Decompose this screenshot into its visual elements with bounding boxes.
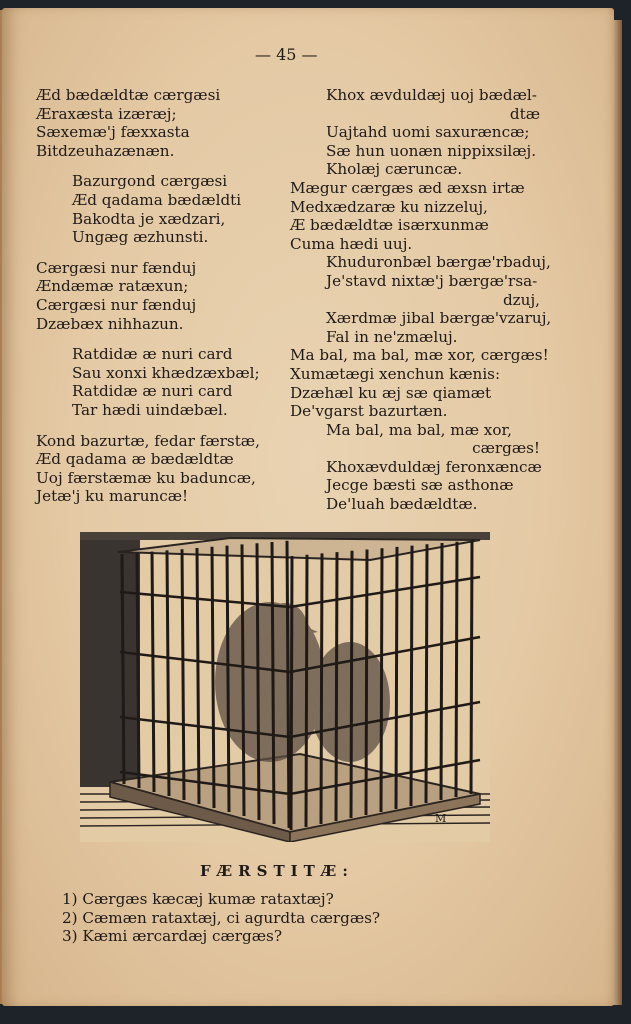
poem-line: Æd bædældtæ cærgæsi — [36, 86, 221, 104]
poem-line: Ungæg æzhunsti. — [72, 228, 209, 247]
poem-line: De'luah bædældtæ. — [326, 495, 478, 514]
poem-line: Æd qadama bædældti — [72, 190, 242, 209]
poem-line: Tar hædi uindæbæl. — [72, 400, 228, 419]
poem-left-column — [36, 86, 276, 506]
stanza-gap — [36, 160, 276, 172]
poem-line: Cuma hædi uuj. — [290, 234, 413, 253]
poem-line: Uoj færstæmæ ku baduncæ, — [36, 468, 256, 487]
poem-line: De'vgarst bazurtæn. — [290, 402, 448, 421]
poem-line: Dzæbæx nihhazun. — [36, 314, 184, 333]
svg-text:M: M — [435, 812, 447, 825]
poem-line: Sau xonxi khædzæxbæl; — [72, 363, 260, 382]
poem-line: Khoxævduldæj feronxæncæ — [326, 457, 542, 476]
poem-line: Xumætægi xenchun kænis: — [290, 364, 501, 383]
poem-line: Dzæhæl ku æj sæ qiamæt — [290, 383, 492, 402]
questions-list — [62, 890, 380, 946]
poem-line: Bakodta je xædzari, — [72, 209, 226, 228]
poem-line: Bazurgond cærgæsi — [72, 172, 228, 191]
poem-right-column — [290, 86, 552, 514]
poem-line: Mægur cærgæs æd æxsn irtæ — [290, 178, 525, 197]
poem-line: Bitdzeuhazænæn. — [36, 141, 175, 160]
caged-eagle-illustration — [80, 532, 490, 842]
poem-line: Jetæ'j ku maruncæ! — [36, 487, 189, 506]
question-item: 1) Cærgæs kæcæj kumæ rataxtæj? — [62, 890, 334, 908]
poem-line: Kholæj cæruncæ. — [326, 160, 463, 179]
poem-line: Cærgæsi nur fænduj — [36, 295, 197, 314]
stanza-gap — [36, 420, 276, 432]
poem-line: Ratdidæ æ nuri card — [72, 345, 233, 364]
poem-line: Khuduronbæl bærgæ'rbaduj, — [326, 253, 551, 272]
poem-line: dtæ — [509, 104, 540, 123]
poem-line: Je'stavd nixtæ'j bærgæ'rsa- — [326, 271, 538, 290]
stanza-gap — [36, 333, 276, 345]
stanza-gap — [36, 247, 276, 259]
poem-line: Ma bal, ma bal, mæ xor, cærgæs! — [290, 346, 549, 365]
poem-line: Sæxemæ'j fæxxasta — [36, 123, 190, 142]
poem-line: Fal in ne'zmæluj. — [326, 327, 458, 346]
question-item: 2) Cæmæn rataxtæj, ci agurdta cærgæs? — [62, 908, 381, 927]
poem-line: Ratdidæ æ nuri card — [72, 382, 233, 401]
poem-line: Medxædzaræ ku nizzeluj, — [290, 197, 488, 216]
poem-line: Uajtahd uomi saxuræncæ; — [326, 123, 530, 142]
poem-line: Ændæmæ ratæxun; — [36, 277, 189, 296]
poem-line: Cærgæsi nur fænduj — [36, 258, 197, 277]
poem-line: dzuj, — [502, 290, 540, 309]
poem-line: Æd qadama æ bædældtæ — [36, 450, 234, 469]
poem-line: Sæ hun uonæn nippixsilæj. — [326, 141, 537, 160]
poem-line: Kond bazurtæ, fedar færstæ, — [36, 431, 260, 450]
poem-line: Jecge bæsti sæ asthonæ — [326, 476, 514, 495]
question-item: 3) Kæmi ærcardæj cærgæs? — [62, 927, 282, 946]
poem-line: Khox ævduldæj uoj bædæl- — [326, 86, 537, 104]
poem-line: Æraxæsta izæræj; — [36, 104, 177, 123]
poem-line: Ma bal, ma bal, mæ xor, — [326, 420, 512, 439]
poem-line: Xærdmæ jibal bærgæ'vzaruj, — [326, 309, 552, 328]
poem-line: cærgæs! — [472, 439, 540, 458]
page-number: — 45 — — [255, 45, 318, 64]
questions-title: FÆRSTITÆ: — [200, 862, 354, 880]
poem-line: Æ bædældtæ isærxunmæ — [290, 216, 489, 235]
